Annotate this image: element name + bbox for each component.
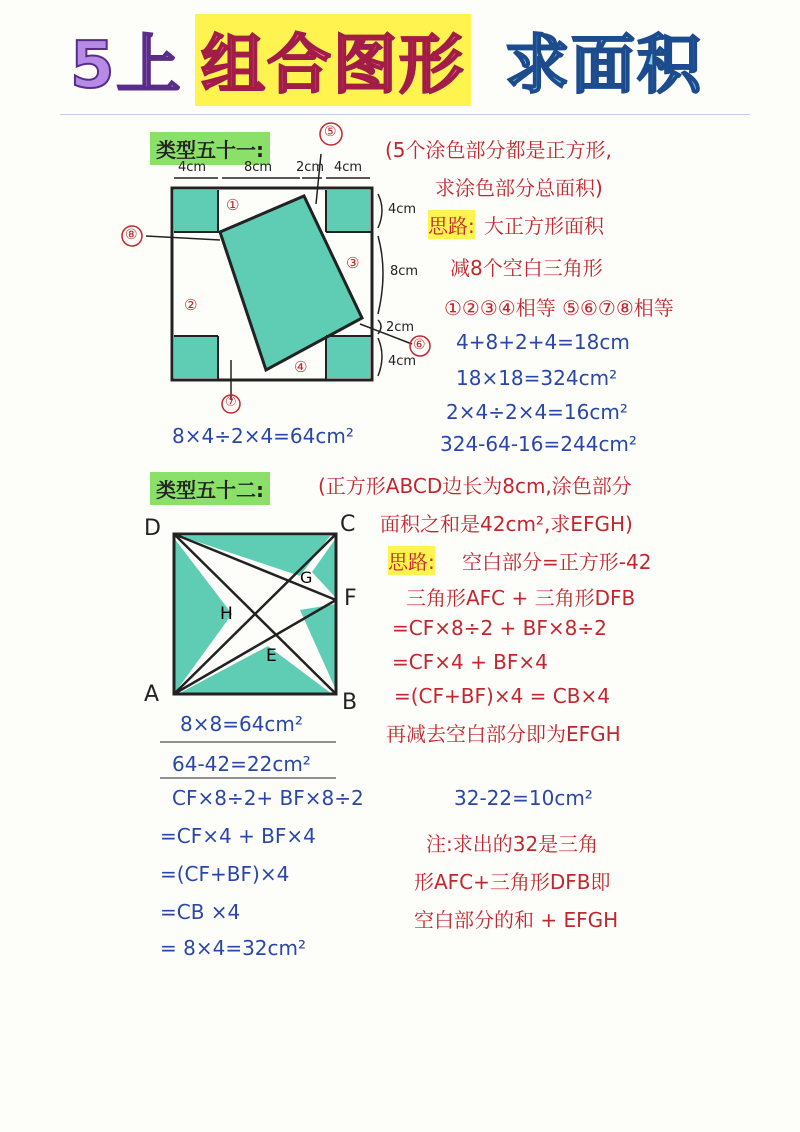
type52-problem-line1: (正方形ABCD边长为8cm,涂色部分 [318,474,632,498]
point-E: E [266,646,277,666]
dim-top-a: 4cm [178,160,207,175]
point-G: G [300,568,313,587]
type51-calc4: 324-64-16=244cm² [440,432,637,456]
type52-tag: 类型五十二: [150,472,270,505]
dim-top-c: 2cm [296,160,325,175]
point-H: H [220,604,233,624]
circle-3: ③ [346,254,360,272]
type52-calc3: CF×8÷2+ BF×8÷2 [172,786,364,810]
type52-problem-line2: 面积之和是42cm²,求EFGH) [380,512,633,536]
type52-note1: 注:求出的32是三角 [426,832,599,856]
point-B: B [342,690,358,715]
type52-reason1: 三角形AFC + 三角形DFB [406,586,636,610]
type51-step1: 减8个空白三角形 [450,256,603,280]
type51-problem-line1: (5个涂色部分都是正方形, [385,138,612,162]
circle-6: ⑥ [413,337,426,353]
type51-calc1: 4+8+2+4=18cm [456,330,630,354]
type51-idea-text: 大正方形面积 [484,214,604,238]
type51-calc2: 18×18=324cm² [456,366,618,390]
dim-right-d: 4cm [388,354,417,369]
circle-8: ⑧ [125,227,138,243]
type52-reason4: =(CF+BF)×4 = CB×4 [394,684,610,708]
type51-idea-label: 思路: [428,210,475,239]
type52-reason2: =CF×8÷2 + BF×8÷2 [392,616,607,640]
type52-reason3: =CF×4 + BF×4 [392,650,548,674]
circle-5: ⑤ [324,124,337,140]
type51-tag: 类型五十一: [150,132,270,165]
type52-note3: 空白部分的和 + EFGH [414,908,619,932]
point-D: D [144,516,161,541]
type52-calc8: 32-22=10cm² [454,786,593,810]
type51-calc3: 2×4÷2×4=16cm² [446,400,628,424]
type52-calc5: =(CF+BF)×4 [160,862,290,886]
circle-1: ① [226,196,240,214]
dim-top-d: 4cm [334,160,363,175]
type52-calc7: = 8×4=32cm² [160,936,307,960]
type52-note2: 形AFC+三角形DFB即 [414,870,611,894]
dim-right-c: 2cm [386,320,415,335]
point-A: A [144,682,160,707]
title-part-topic: 组合图形 [195,14,471,106]
type51-calc-left: 8×4÷2×4=64cm² [172,424,354,448]
point-F: F [344,586,357,611]
type52-idea-label: 思路: [388,546,435,575]
type52-calc2: 64-42=22cm² [172,752,311,776]
title-part-goal: 求面积 [505,29,703,103]
point-C: C [340,512,356,537]
type52-reason5: 再减去空白部分即为EFGH [386,722,621,746]
type51-problem-line2: 求涂色部分总面积) [435,176,603,200]
type52-calc1: 8×8=64cm² [180,712,303,736]
circle-7: ⑦ [225,395,237,410]
type52-idea-text: 空白部分=正方形-42 [462,550,652,574]
type51-step2: ①②③④相等 ⑤⑥⑦⑧相等 [444,296,674,320]
dim-top-b: 8cm [244,160,273,175]
dim-right-a: 4cm [388,202,417,217]
circle-2: ② [184,296,198,314]
dim-right-b: 8cm [390,264,419,279]
type52-calc4: =CF×4 + BF×4 [160,824,316,848]
circle-4: ④ [294,358,308,376]
type52-calc6: =CB ×4 [160,900,241,924]
title-part-grade: 5上 [70,29,183,103]
